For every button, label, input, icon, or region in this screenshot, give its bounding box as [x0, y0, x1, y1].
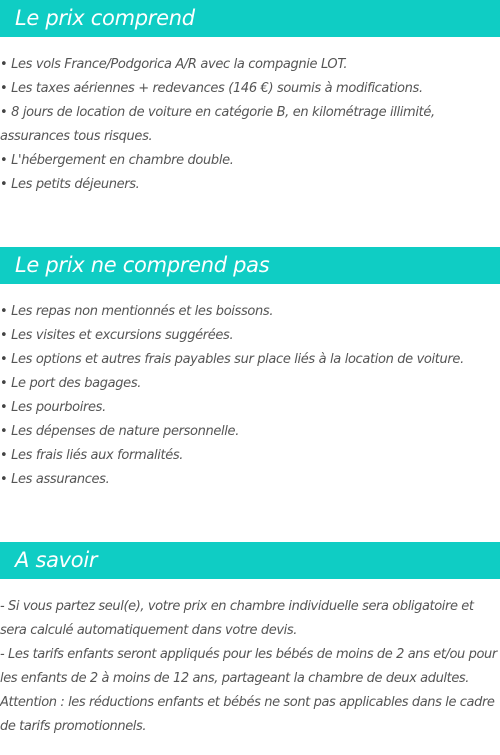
list-item-text: L'hébergement en chambre double. — [11, 153, 234, 168]
info-line-child-rates: - Les tarifs enfants seront appliqués pour les bébés de moins de 2 ans et/ou pour les enfants de 2 à moins de 12 ans, partageant la chambre de deux adultes. — [0, 647, 497, 686]
bullet-icon: • — [0, 400, 8, 415]
info-line-attention: Attention : les réductions enfants et bébés ne sont pas applicables dans le cadre de tarifs promotionnels. — [0, 695, 495, 734]
list-item-text: Les dépenses de nature personnelle. — [11, 424, 239, 439]
bullet-icon: • — [0, 304, 8, 319]
list-item — [0, 300, 500, 324]
bullet-icon: • — [0, 424, 8, 439]
section-title-info: A savoir — [0, 542, 500, 579]
list-item — [0, 173, 500, 197]
excluded-list — [0, 300, 500, 492]
list-item-text: Les vols France/Podgorica A/R avec la compagnie LOT. — [11, 57, 348, 72]
list-item-text: Les petits déjeuners. — [11, 177, 140, 192]
list-item-text: Le port des bagages. — [11, 376, 142, 391]
list-item — [0, 396, 500, 420]
info-line-single-supplement: - Si vous partez seul(e), votre prix en chambre individuelle sera obligatoire et sera calculé automatiquement dans votre devis. — [0, 599, 474, 638]
bullet-icon: • — [0, 81, 8, 96]
list-item-text: Les repas non mentionnés et les boissons. — [11, 304, 274, 319]
list-item — [0, 53, 500, 77]
info-paragraph — [0, 595, 500, 739]
list-item-text: 8 jours de location de voiture en catégorie B, en kilométrage illimité, assurances tous risques. — [0, 105, 435, 144]
list-item-text: Les assurances. — [11, 472, 110, 487]
bullet-icon: • — [0, 376, 8, 391]
list-item — [0, 77, 500, 101]
bullet-icon: • — [0, 352, 8, 367]
bullet-icon: • — [0, 328, 8, 343]
list-item — [0, 468, 500, 492]
list-item-text: Les frais liés aux formalités. — [11, 448, 184, 463]
list-item — [0, 101, 500, 149]
bullet-icon: • — [0, 57, 8, 72]
list-item-text: Les options et autres frais payables sur place liés à la location de voiture. — [11, 352, 464, 367]
bullet-icon: • — [0, 448, 8, 463]
bullet-icon: • — [0, 472, 8, 487]
list-item — [0, 420, 500, 444]
list-item — [0, 348, 500, 372]
list-item-text: Les taxes aériennes + redevances (146 €) soumis à modifications. — [11, 81, 423, 96]
bullet-icon: • — [0, 153, 8, 168]
list-item — [0, 149, 500, 173]
list-item-text: Les pourboires. — [11, 400, 106, 415]
list-item — [0, 444, 500, 468]
bullet-icon: • — [0, 177, 8, 192]
list-item — [0, 372, 500, 396]
bullet-icon: • — [0, 105, 8, 120]
section-title-excluded: Le prix ne comprend pas — [0, 247, 500, 284]
section-title-included: Le prix comprend — [0, 0, 500, 37]
list-item — [0, 324, 500, 348]
list-item-text: Les visites et excursions suggérées. — [11, 328, 234, 343]
included-list — [0, 53, 500, 197]
